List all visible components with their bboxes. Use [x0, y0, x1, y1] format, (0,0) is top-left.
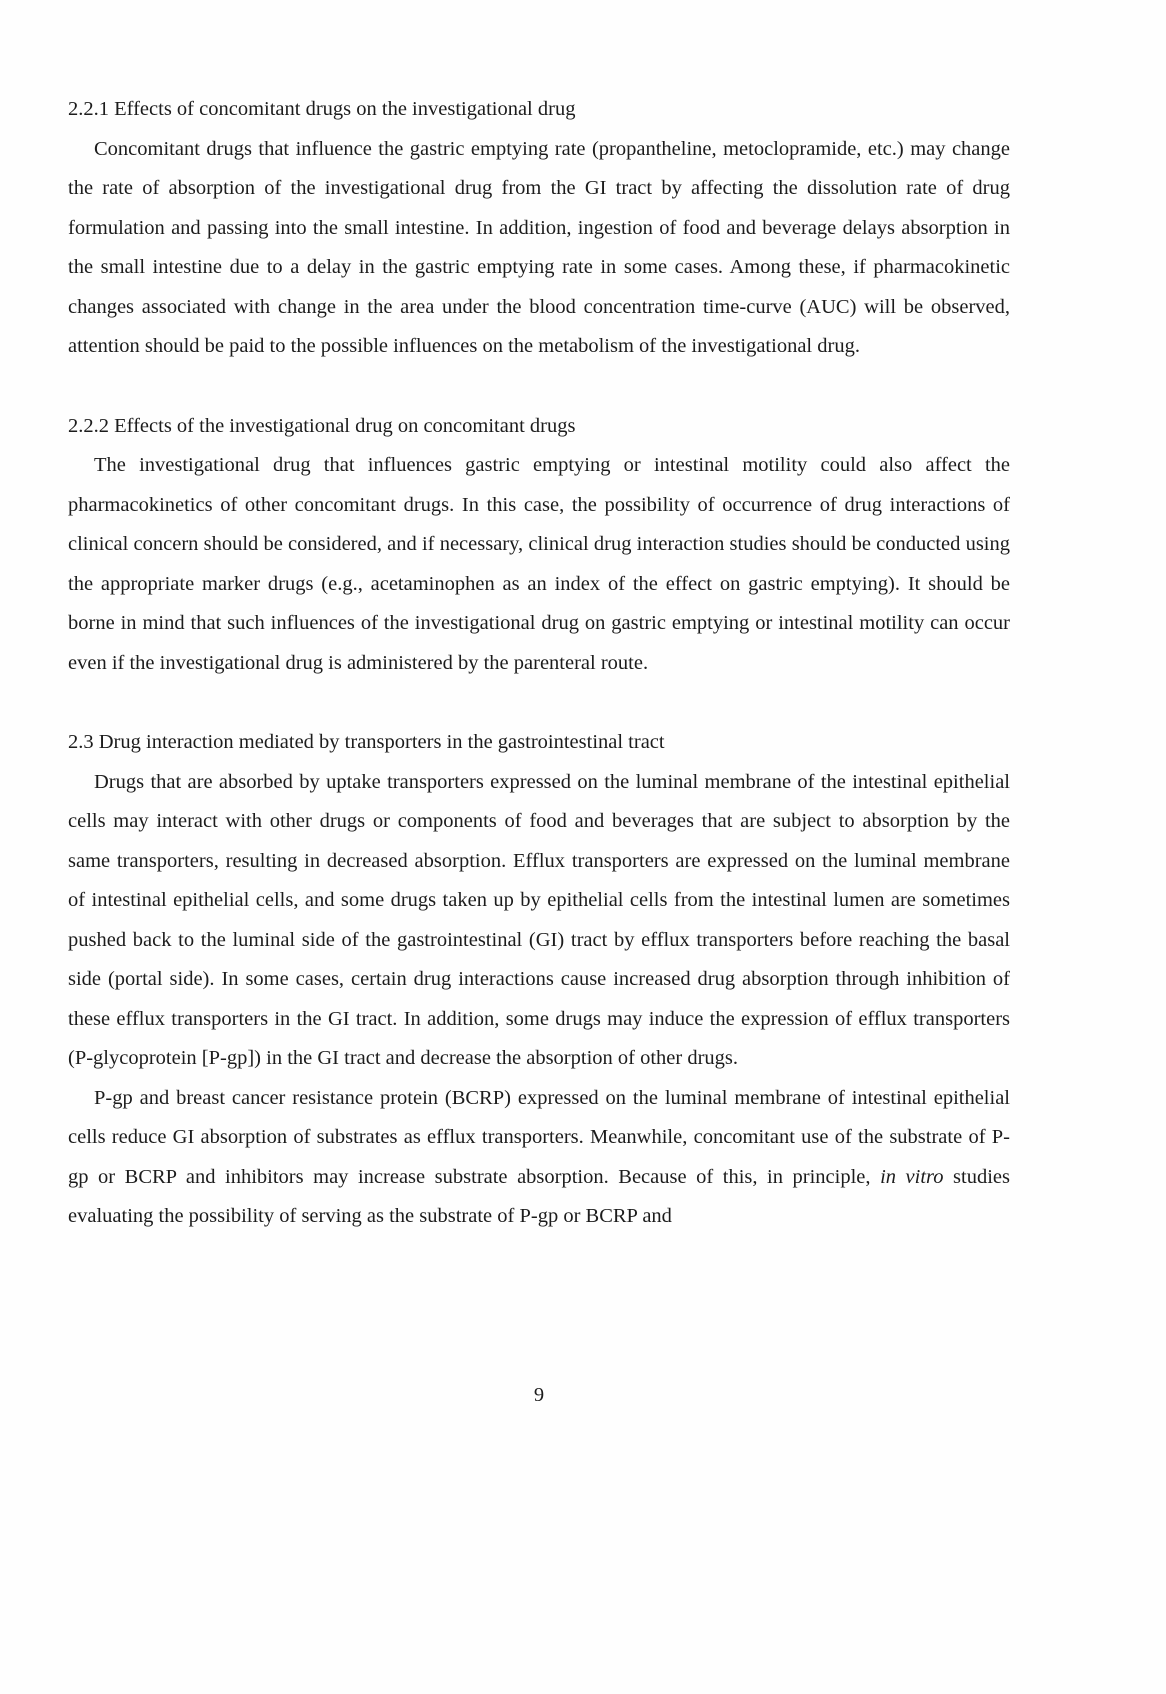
- section-heading-2-2-1: 2.2.1 Effects of concomitant drugs on the investigational drug: [68, 98, 576, 120]
- paragraph-text: P-gp and breast cancer resistance protein (BCRP) expressed on the luminal membrane of intestinal epithelial cells reduce GI absorption of substrates as efflux transporters. Meanwhile, concomitant use of the substrate of P-gp or BCRP and inhibitors may increase substrate absorption. Because of this, in principle,: [68, 1086, 1010, 1188]
- paragraph: The investigational drug that influences gastric emptying or intestinal motility could also affect the pharmacokinetics of other concomitant drugs. In this case, the possibility of occurrence of drug interactions of clinical concern should be considered, and if necessary, clinical drug interaction studies should be conducted using the appropriate marker drugs (e.g., acetaminophen as an index of the effect on gastric emptying). It should be borne in mind that such influences of the investigational drug on gastric emptying or intestinal motility can occur even if the investigational drug is administered by the parenteral route.: [68, 454, 1010, 674]
- paragraph-text: studies evaluating the possibility of serving as the substrate of P-gp or BCRP and: [68, 1165, 1011, 1227]
- section-2-2-1: [68, 90, 1010, 367]
- paragraph: [68, 1079, 1010, 1237]
- section-heading-2-2-2: 2.2.2 Effects of the investigational drug on concomitant drugs: [68, 414, 576, 437]
- section-2-3: [68, 723, 1010, 1237]
- page-number: 9: [533, 1384, 545, 1406]
- section-heading-2-3: 2.3 Drug interaction mediated by transporters in the gastrointestinal tract: [68, 731, 665, 753]
- section-2-2-2: [68, 407, 1010, 684]
- paragraph: Concomitant drugs that influence the gastric emptying rate (propantheline, metoclopramide, etc.) may change the rate of absorption of the investigational drug from the GI tract by affecting the dissolution rate of drug formulation and passing into the small intestine. In addition, ingestion of food and beverage delays absorption in the small intestine due to a delay in the gastric emptying rate in some cases. Among these, if pharmacokinetic changes associated with change in the area under the blood concentration time-curve (AUC) will be observed, attention should be paid to the possible influences on the metabolism of the investigational drug.: [68, 137, 1010, 357]
- italic-term: in vitro: [880, 1165, 944, 1188]
- page-content: [68, 90, 1010, 1237]
- paragraph: Drugs that are absorbed by uptake transporters expressed on the luminal membrane of the intestinal epithelial cells may interact with other drugs or components of food and beverages that are subject to absorption by the same transporters, resulting in decreased absorption. Efflux transporters are expressed on the luminal membrane of intestinal epithelial cells, and some drugs taken up by epithelial cells from the intestinal lumen are sometimes pushed back to the luminal side of the gastrointestinal (GI) tract by efflux transporters before reaching the basal side (portal side). In some cases, certain drug interactions cause increased drug absorption through inhibition of these efflux transporters in the GI tract. In addition, some drugs may induce the expression of efflux transporters (P-glycoprotein [P-gp]) in the GI tract and decrease the absorption of other drugs.: [68, 770, 1010, 1069]
